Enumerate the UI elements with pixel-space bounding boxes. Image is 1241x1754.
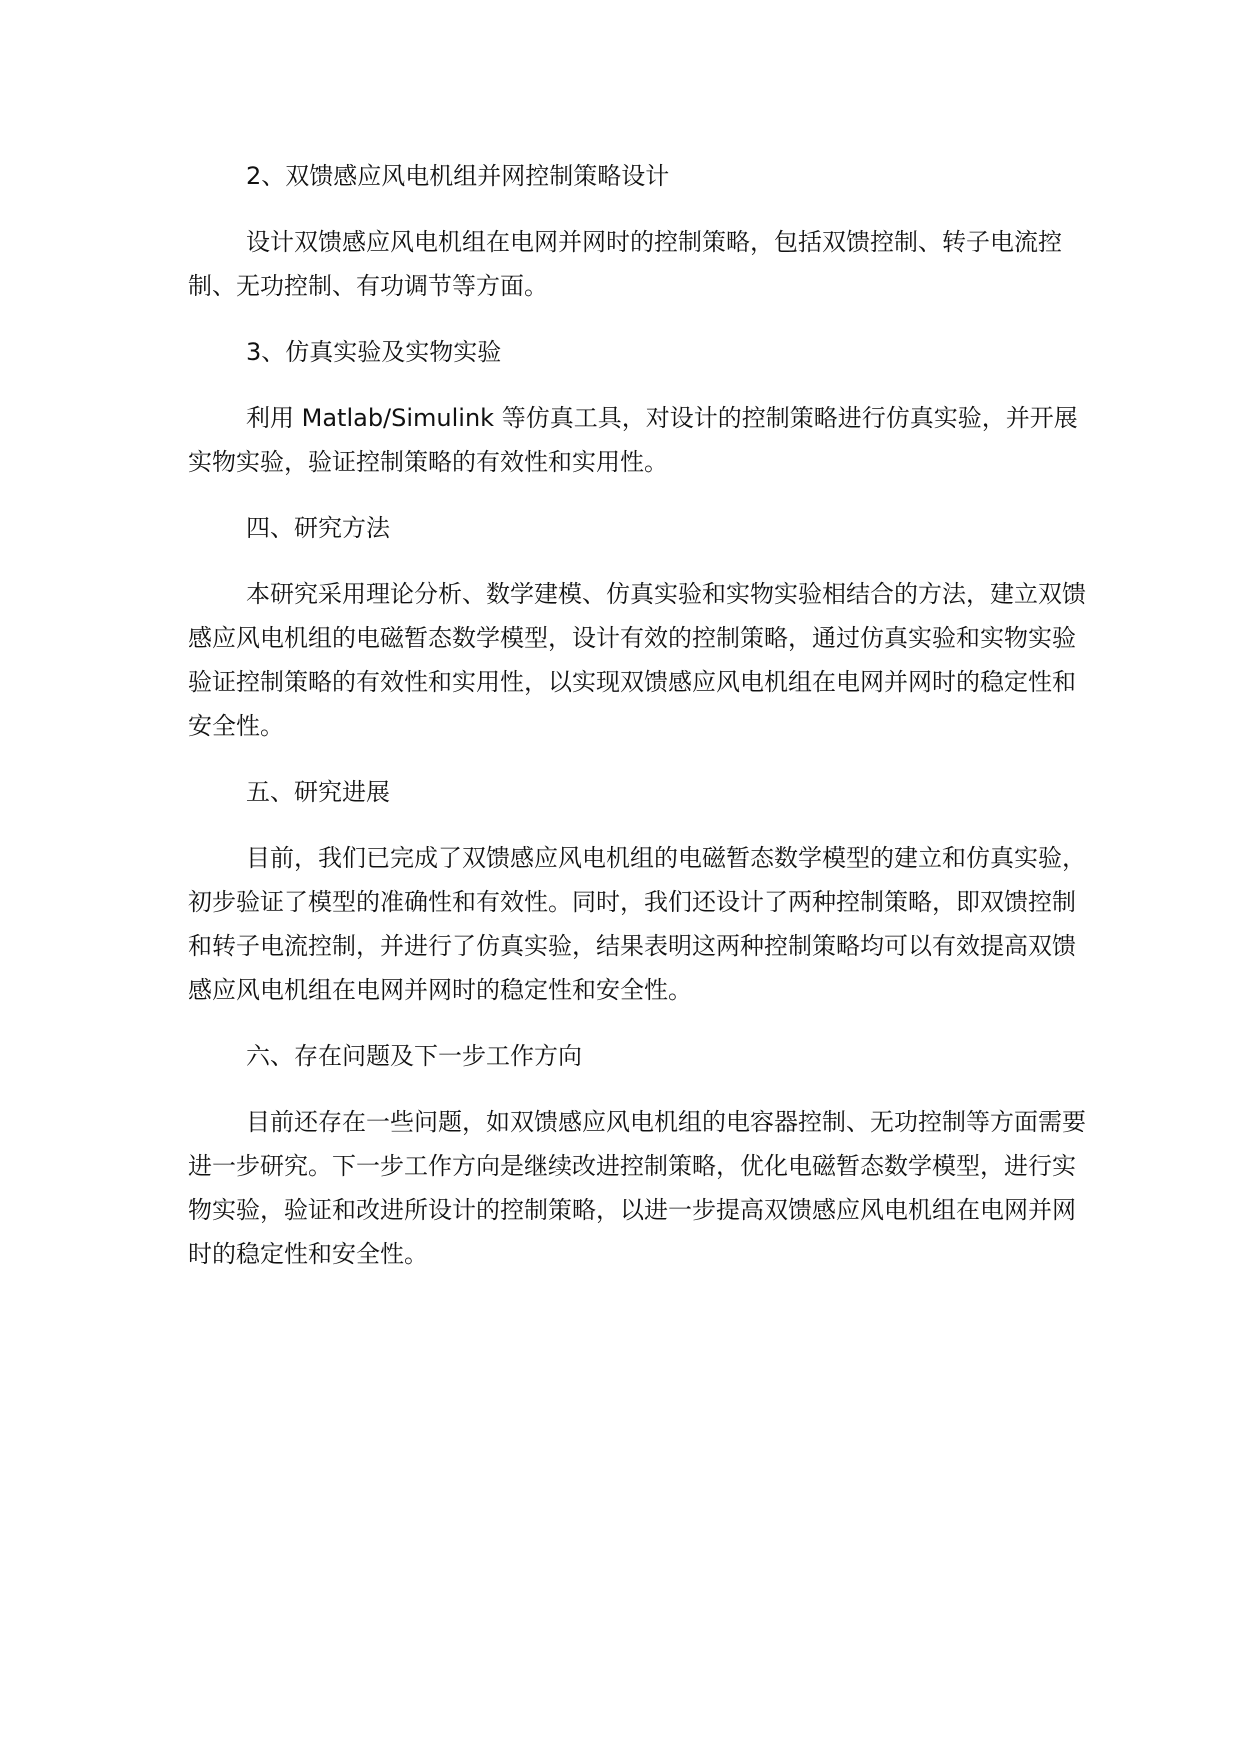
section-paragraph-control-strategy: 设计双馈感应风电机组在电网并网时的控制策略，包括双馈控制、转子电流控制、无功控制、有功调节等方面。 bbox=[188, 228, 1062, 300]
section-heading-progress: 五、研究进展 bbox=[246, 778, 390, 806]
section-heading-experiments: 3、仿真实验及实物实验 bbox=[246, 338, 502, 366]
section-paragraph-methods: 本研究采用理论分析、数学建模、仿真实验和实物实验相结合的方法，建立双馈感应风电机组的电磁暂态数学模型，设计有效的控制策略，通过仿真实验和实物实验验证控制策略的有效性和实用性，以实现双馈感应风电机组在电网并网时的稳定性和安全性。 bbox=[188, 580, 1086, 740]
section-paragraph-problems-next-steps: 目前还存在一些问题，如双馈感应风电机组的电容器控制、无功控制等方面需要进一步研究。下一步工作方向是继续改进控制策略，优化电磁暂态数学模型，进行实物实验，验证和改进所设计的控制策略，以进一步提高双馈感应风电机组在电网并网时的稳定性和安全性。 bbox=[188, 1108, 1086, 1268]
section-heading-problems-next-steps: 六、存在问题及下一步工作方向 bbox=[246, 1042, 582, 1070]
section-heading-control-strategy: 2、双馈感应风电机组并网控制策略设计 bbox=[246, 162, 670, 190]
document-body bbox=[188, 154, 1088, 1298]
section-paragraph-experiments: 利用 Matlab/Simulink 等仿真工具，对设计的控制策略进行仿真实验，并开展实物实验，验证控制策略的有效性和实用性。 bbox=[188, 404, 1078, 476]
section-heading-methods: 四、研究方法 bbox=[246, 514, 390, 542]
section-paragraph-progress: 目前，我们已完成了双馈感应风电机组的电磁暂态数学模型的建立和仿真实验，初步验证了模型的准确性和有效性。同时，我们还设计了两种控制策略，即双馈控制和转子电流控制，并进行了仿真实验，结果表明这两种控制策略均可以有效提高双馈感应风电机组在电网并网时的稳定性和安全性。 bbox=[188, 844, 1086, 1004]
